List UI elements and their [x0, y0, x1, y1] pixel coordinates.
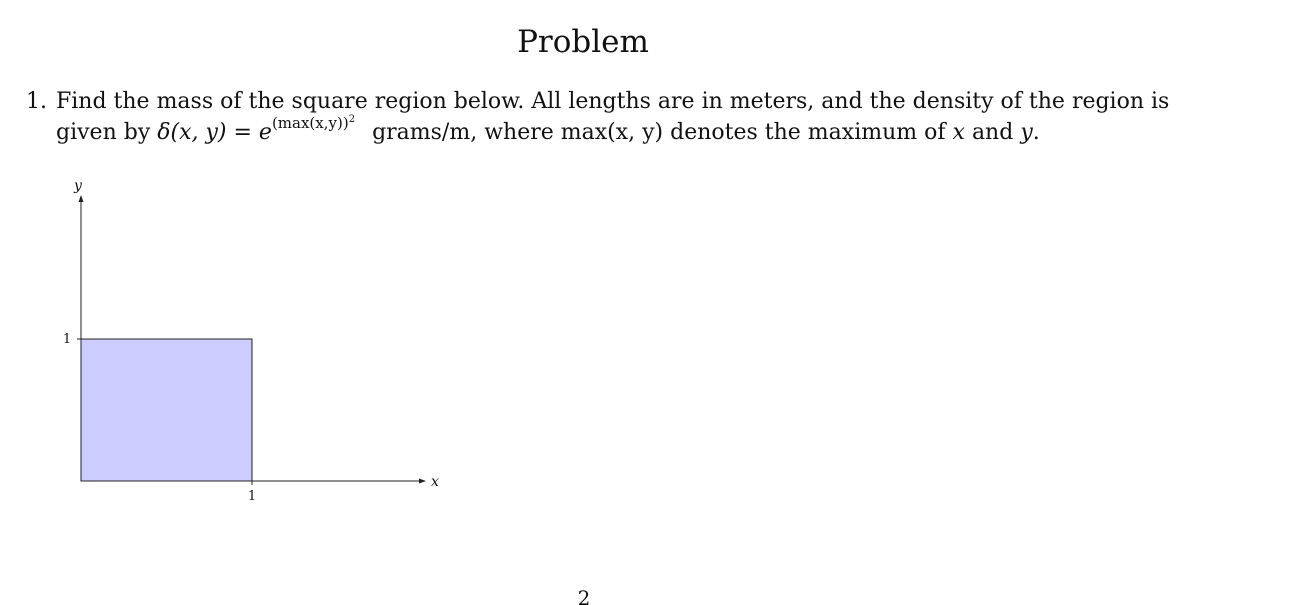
density-exponent: (max(x,y))2 [271, 113, 356, 132]
page-title: Problem [517, 24, 649, 60]
variable-x: x [952, 120, 965, 145]
y-axis-arrowhead [79, 195, 84, 202]
denotes-text: denotes the maximum of [670, 120, 946, 145]
page-number: 2 [577, 586, 591, 605]
x-axis-arrowhead [419, 479, 426, 484]
x-tick-label: 1 [247, 489, 257, 504]
max-expression: max(x, y) [560, 120, 664, 145]
y-tick-label: 1 [62, 332, 72, 347]
and-text: and [971, 120, 1014, 145]
problem-number: 1. [26, 89, 47, 114]
density-function: δ(x, y) = e [157, 120, 272, 145]
given-by-text: given by [56, 120, 151, 145]
sentence-period: . [1032, 120, 1040, 145]
problem-line-1: Find the mass of the square region below. All lengths are in meters, and the density of the region is [56, 89, 1170, 114]
problem-line-2 [56, 113, 1226, 148]
density-exponent-power: 2 [348, 113, 356, 125]
y-axis-label: y [74, 178, 82, 194]
square-region [81, 339, 252, 481]
problem-statement [26, 86, 1226, 148]
variable-y: y [1020, 120, 1033, 145]
x-axis-label: x [431, 474, 439, 490]
units-text: grams/m, where [372, 120, 554, 145]
problem-text [56, 86, 1226, 148]
